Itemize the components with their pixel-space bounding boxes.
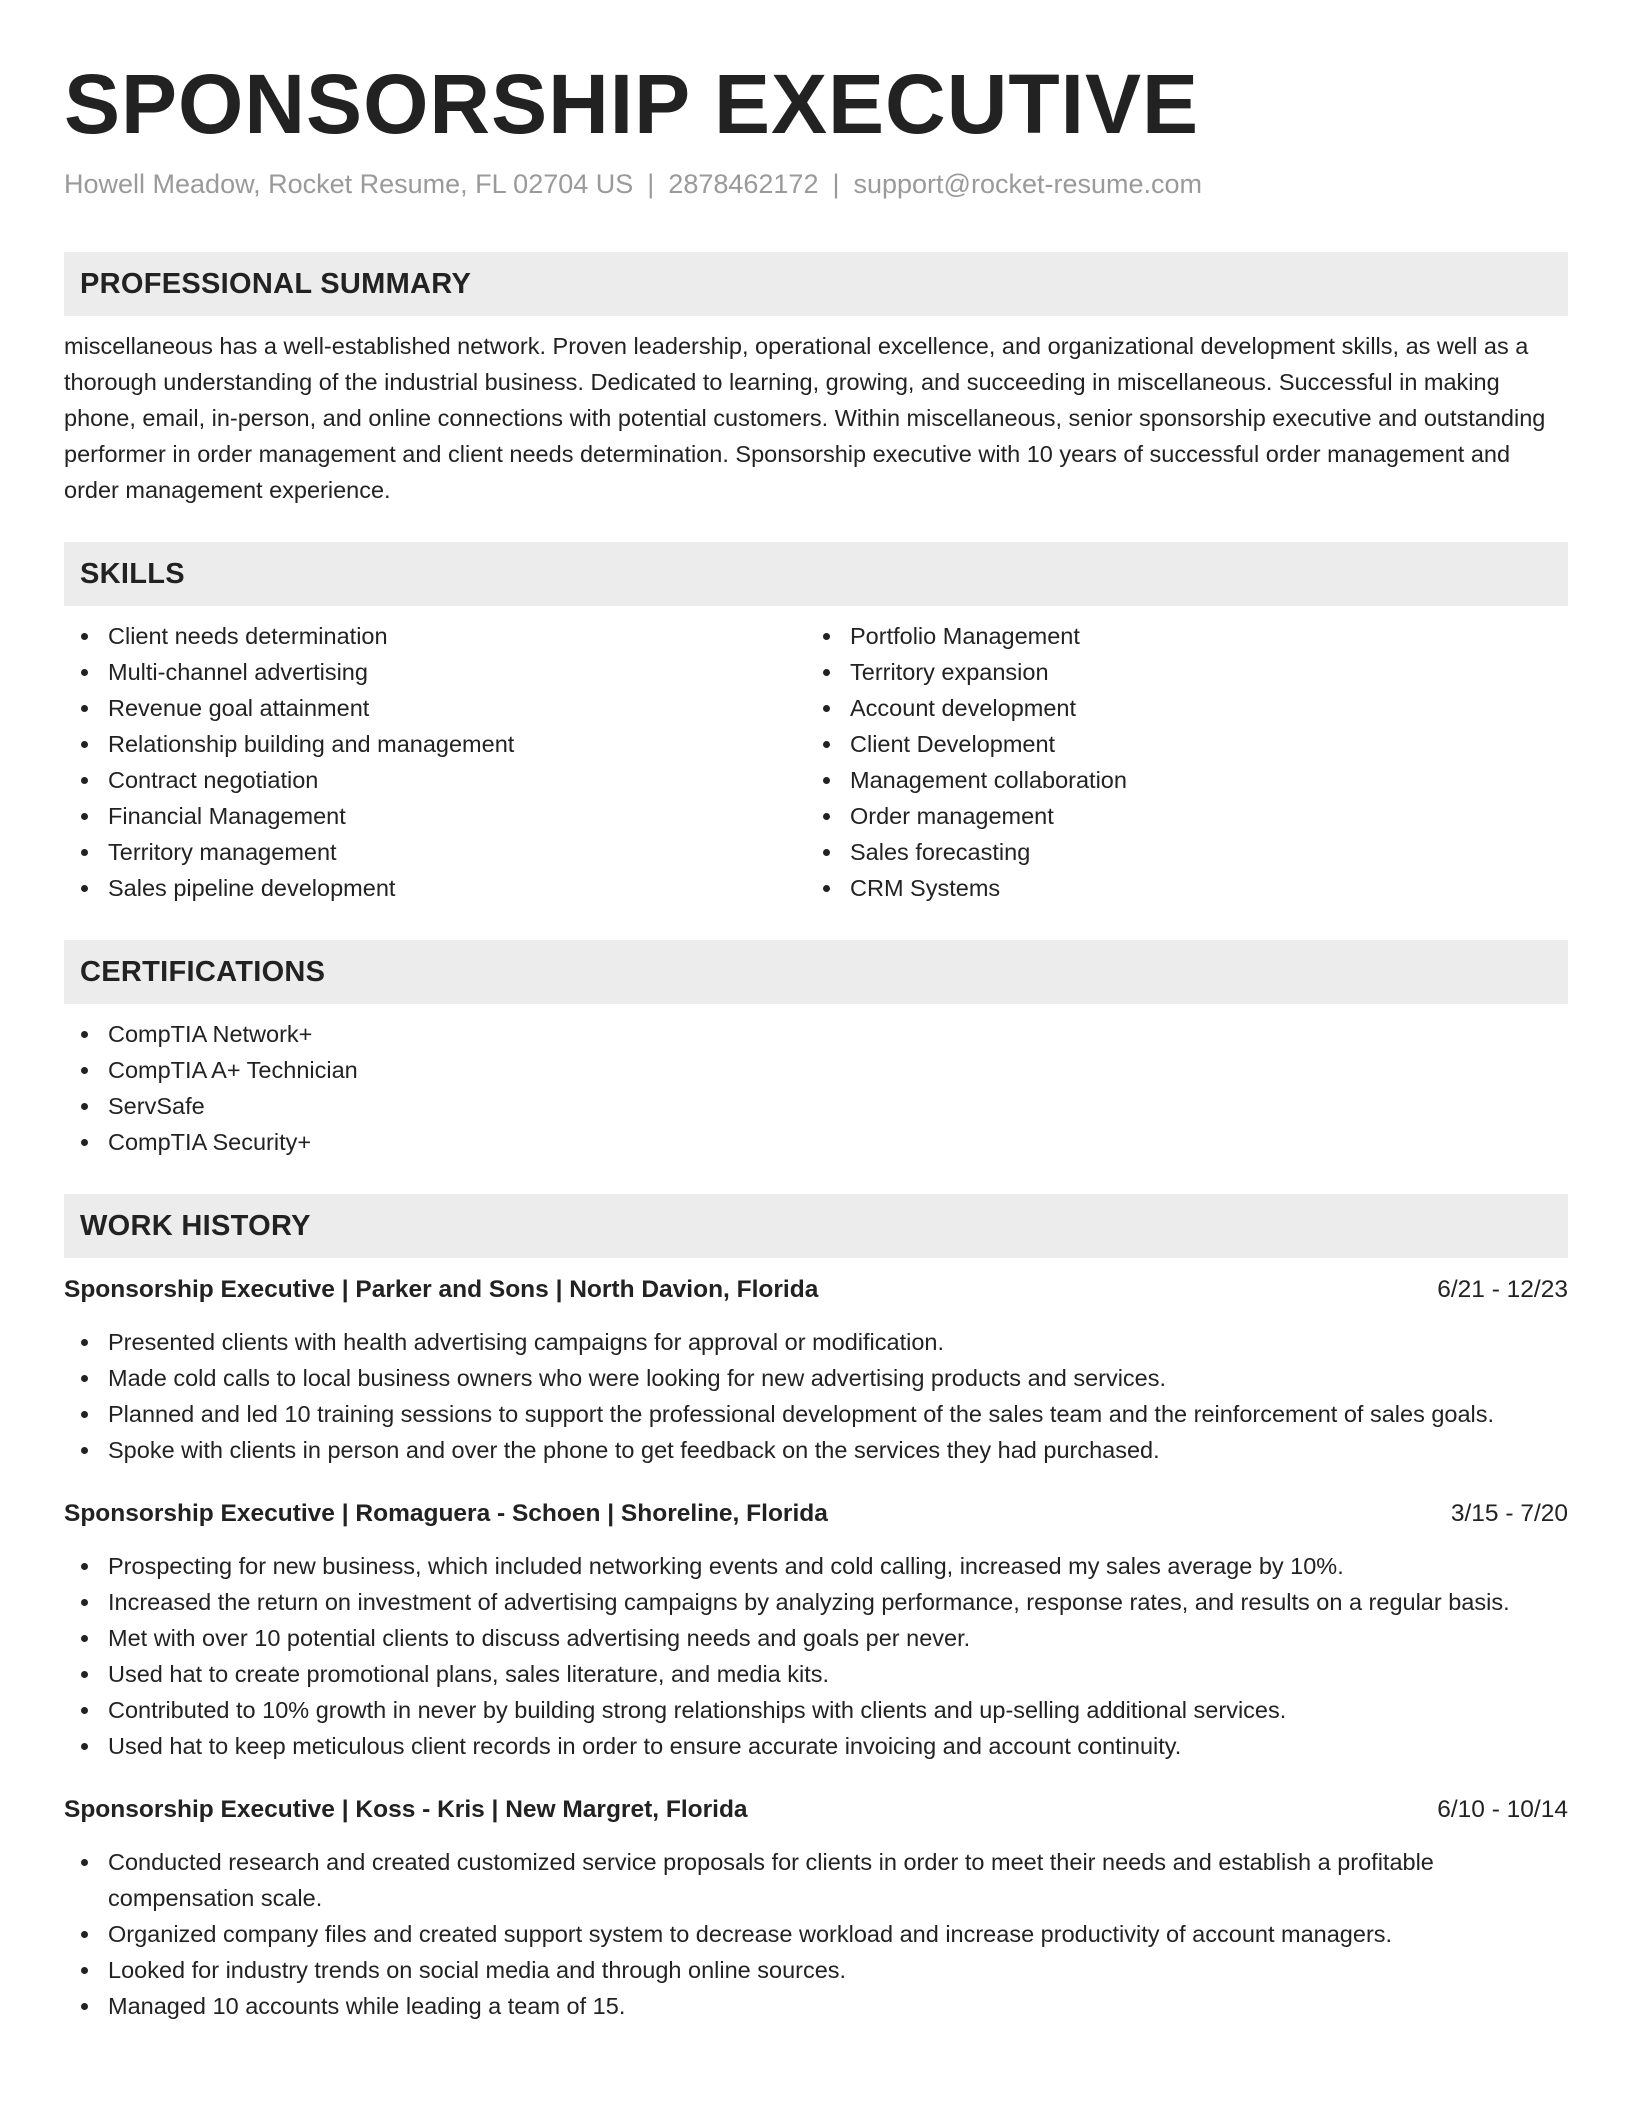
- certification-item: CompTIA A+ Technician: [108, 1052, 1568, 1088]
- job-bullet: Used hat to keep meticulous client records in order to ensure accurate invoicing and account continuity.: [108, 1728, 1568, 1764]
- job-bullets: [64, 1548, 1568, 1764]
- work-history-heading: WORK HISTORY: [64, 1194, 1568, 1258]
- job-title: Sponsorship Executive | Koss - Kris | New Margret, Florida: [64, 1796, 748, 1823]
- skills-grid: [64, 618, 1568, 906]
- job-header: [64, 1496, 1568, 1532]
- contact-separator: |: [647, 169, 655, 199]
- job-bullet: Increased the return on investment of advertising campaigns by analyzing performance, response rates, and results on a regular basis.: [108, 1584, 1568, 1620]
- job-bullet: Conducted research and created customized service proposals for clients in order to meet their needs and establish a profitable compensation scale.: [108, 1844, 1568, 1916]
- job-bullet: Spoke with clients in person and over the phone to get feedback on the services they had purchased.: [108, 1432, 1568, 1468]
- skill-item: Portfolio Management: [850, 618, 1548, 654]
- certification-item: ServSafe: [108, 1088, 1568, 1124]
- job-entry: [64, 1272, 1568, 1468]
- skill-item: Relationship building and management: [108, 726, 806, 762]
- skill-item: Multi-channel advertising: [108, 654, 806, 690]
- job-title: Sponsorship Executive | Romaguera - Schoen | Shoreline, Florida: [64, 1500, 828, 1527]
- job-bullet: Contributed to 10% growth in never by building strong relationships with clients and up-selling additional services.: [108, 1692, 1568, 1728]
- job-header: [64, 1792, 1568, 1828]
- skill-item: Territory management: [108, 834, 806, 870]
- skill-item: Contract negotiation: [108, 762, 806, 798]
- contact-address: Howell Meadow, Rocket Resume, FL 02704 US: [64, 169, 634, 199]
- job-title: Sponsorship Executive | Parker and Sons | North Davion, Florida: [64, 1276, 819, 1303]
- contact-email: support@rocket-resume.com: [853, 169, 1203, 199]
- job-bullet: Planned and led 10 training sessions to support the professional development of the sales team and the reinforcement of sales goals.: [108, 1396, 1568, 1432]
- contact-line: [64, 166, 1568, 202]
- certifications-list: [64, 1016, 1568, 1160]
- skill-item: Financial Management: [108, 798, 806, 834]
- job-dates: 6/10 - 10/14: [1437, 1796, 1568, 1823]
- job-bullets: [64, 1324, 1568, 1468]
- job-bullet: Presented clients with health advertising campaigns for approval or modification.: [108, 1324, 1568, 1360]
- job-bullets: [64, 1844, 1568, 2024]
- job-entry: [64, 1792, 1568, 2024]
- certification-item: CompTIA Network+: [108, 1016, 1568, 1052]
- skills-list-left: [108, 618, 806, 906]
- skill-item: Account development: [850, 690, 1548, 726]
- skills-column-left: [64, 618, 806, 906]
- contact-phone: 2878462172: [668, 169, 819, 199]
- skill-item: Management collaboration: [850, 762, 1548, 798]
- job-entry: [64, 1496, 1568, 1764]
- skill-item: Client Development: [850, 726, 1548, 762]
- skills-column-right: [806, 618, 1548, 906]
- skill-item: Sales pipeline development: [108, 870, 806, 906]
- job-bullet: Used hat to create promotional plans, sales literature, and media kits.: [108, 1656, 1568, 1692]
- job-bullet: Made cold calls to local business owners who were looking for new advertising products and services.: [108, 1360, 1568, 1396]
- skills-list-right: [850, 618, 1548, 906]
- skill-item: CRM Systems: [850, 870, 1548, 906]
- certification-item: CompTIA Security+: [108, 1124, 1568, 1160]
- candidate-title: SPONSORSHIP EXECUTIVE: [64, 57, 1200, 151]
- skill-item: Order management: [850, 798, 1548, 834]
- job-bullet: Met with over 10 potential clients to discuss advertising needs and goals per never.: [108, 1620, 1568, 1656]
- job-bullet: Prospecting for new business, which included networking events and cold calling, increased my sales average by 10%.: [108, 1548, 1568, 1584]
- summary-text: miscellaneous has a well-established network. Proven leadership, operational excellence, and organizational development skills, as well as a thorough understanding of the industrial business. Dedicated to learning, growing, and succeeding in miscellaneous. Successful in making phone, email, in-person, and online connections with potential customers. Within miscellaneous, senior sponsorship executive and outstanding performer in order management and client needs determination. Sponsorship executive with 10 years of successful order management and order management experience.: [64, 333, 1546, 503]
- job-header: [64, 1272, 1568, 1308]
- skill-item: Territory expansion: [850, 654, 1548, 690]
- skill-item: Client needs determination: [108, 618, 806, 654]
- summary-heading: PROFESSIONAL SUMMARY: [64, 252, 1568, 316]
- job-dates: 6/21 - 12/23: [1437, 1276, 1568, 1303]
- job-dates: 3/15 - 7/20: [1450, 1500, 1568, 1527]
- job-bullet: Organized company files and created support system to decrease workload and increase productivity of account managers.: [108, 1916, 1568, 1952]
- certifications-heading: CERTIFICATIONS: [64, 940, 1568, 1004]
- skill-item: Sales forecasting: [850, 834, 1548, 870]
- skill-item: Revenue goal attainment: [108, 690, 806, 726]
- skills-heading: SKILLS: [64, 542, 1568, 606]
- contact-separator: |: [832, 169, 840, 199]
- job-bullet: Looked for industry trends on social media and through online sources.: [108, 1952, 1568, 1988]
- job-bullet: Managed 10 accounts while leading a team of 15.: [108, 1988, 1568, 2024]
